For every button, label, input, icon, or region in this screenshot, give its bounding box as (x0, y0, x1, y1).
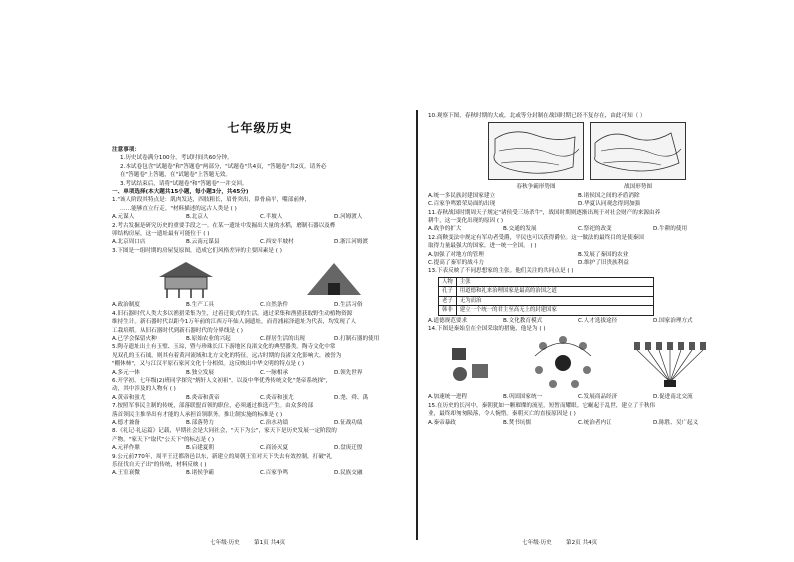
question-13-option-c[interactable]: C.人才选拔途径 (578, 317, 618, 324)
semi-subterranean-house-image (299, 259, 369, 299)
question-10 (428, 112, 728, 209)
instruction-line: 1.历史试卷满分100分，考试时间共60分钟。 (120, 155, 233, 162)
question-3 (112, 247, 408, 310)
question-3-option-a[interactable]: A.政治制度 (112, 302, 140, 309)
question-11-option-b[interactable]: B.交通的发展 (503, 226, 537, 233)
question-12-option-d[interactable]: D.维护了旧贵族利益 (578, 260, 629, 267)
question-5 (112, 343, 408, 377)
instruction-line: 注意事项： (112, 147, 140, 153)
house-images (112, 257, 408, 299)
question-3-option-c[interactable]: C.自然条件 (260, 302, 289, 309)
question-15-option-c[interactable]: C.统治者内讧 (578, 419, 612, 426)
question-10-option-c[interactable]: C.百家争鸣繁荣局面的出现 (428, 201, 496, 208)
question-5-stem: 5.陶寺遗址出土有玉璧、玉琮，暨与珍珠长江下游地区良渚文化的典型器类。陶寺文化中常 (112, 344, 336, 351)
question-4-stem: 维持生计。新石器时代以距今1万年前的江西万年仙人洞遗址，而青浦崧泽遗址为代表，均发现了人 (112, 319, 357, 326)
question-7-options (112, 419, 408, 427)
question-2-stem: 2.考古发掘是研究历史的重要手段之一。在某一遗址中发掘出大量的水稻，磨制石器以及榫 (112, 222, 336, 229)
question-8-option-a[interactable]: A.元祥作鼎 (112, 445, 140, 452)
question-8-options (112, 444, 408, 452)
instruction-line: 在"答题卷"上答题，在"试题卷"上答题无效。 (120, 172, 231, 179)
question-4 (112, 310, 408, 344)
table-row (439, 306, 654, 315)
question-8-stem: 8.《礼记·礼运篇》记载，早期社会是大同社会，"天下为公"，家天下是历史发展一定阶段的 (112, 428, 337, 435)
question-13-options (428, 317, 728, 325)
q1-options (112, 213, 408, 221)
question-12 (428, 234, 728, 268)
table-cell: 无为而治 (456, 296, 653, 305)
question-11-option-a[interactable]: A.战争的扩大 (428, 226, 462, 233)
question-6 (112, 377, 408, 402)
question-5-option-d[interactable]: D.领先世界 (334, 369, 363, 376)
question-14-option-c[interactable]: C.发展商品经济 (578, 394, 618, 401)
left-footer-page: 第1页 共4页 (253, 540, 286, 546)
question-14-options (428, 393, 728, 401)
question-11-option-c[interactable]: C.祭祀的改变 (578, 226, 612, 233)
question-6-option-d[interactable]: D.尧、舜、禹 (334, 394, 369, 401)
question-3-options (112, 301, 408, 309)
table-cell: 建立一个统一的君主至高无上的封建国家 (456, 306, 653, 315)
question-9-stem: 乐征伐自天子出"的传统，材料反映 ( ) (112, 462, 207, 468)
q1-option-d[interactable]: D.河姆渡人 (334, 214, 363, 221)
question-13-option-b[interactable]: B.文化教育模式 (503, 317, 543, 324)
question-7-option-a[interactable]: A.德才兼备 (112, 419, 140, 426)
question-10-option-a[interactable]: A.统一多民族封建国家建立 (428, 192, 496, 199)
spring-autumn-map (488, 122, 584, 180)
question-6-options (112, 394, 408, 402)
question-14 (428, 325, 728, 402)
question-5-option-b[interactable]: B.独立发展 (186, 369, 214, 376)
question-7-option-b[interactable]: B.部落势力 (186, 419, 214, 426)
instruction-line: 2.本试卷包含"试题卷"和"答题卷"两部分，"试题卷"共4页，"答题卷"共2页。请务必 (120, 163, 327, 170)
table-row (439, 287, 654, 296)
question-9 (112, 453, 408, 478)
question-2 (112, 222, 408, 247)
question-15 (428, 402, 728, 427)
question-12-option-a[interactable]: A.加强了对地方的管理 (428, 251, 484, 258)
question-12-stem: 取得力量最强大的国家，进一统一全国。 ( ) (428, 243, 537, 250)
question-12-option-b[interactable]: B.发展了秦国的农业 (578, 251, 629, 258)
question-7-stem: 落首领民主推举出有才能的人承担首领职务。推让制实施的标准是 ( ) (112, 411, 283, 418)
question-7-option-c[interactable]: C.治水功绩 (260, 419, 289, 426)
table-row (439, 296, 654, 305)
question-4-options (112, 335, 408, 343)
q1-option-a[interactable]: A.元谋人 (112, 214, 135, 221)
warring-states-map (590, 122, 686, 180)
question-14-option-b[interactable]: B.巩固国家统一 (503, 394, 543, 401)
question-7-stem: 7.按照军事民主制的传统，部落联盟首领的职位，必须通过推选产生。由众多的部 (112, 403, 314, 410)
question-15-option-b[interactable]: B.焚书坑儒 (503, 419, 531, 426)
instruction-line: 一、单项选择(本大题共15小题，每小题3分，共45分) (112, 189, 249, 196)
exam-title: 七年级历史 (227, 121, 293, 135)
question-11-stem: 耕牛，这一变化出现的原因 ( ) (428, 218, 504, 225)
question-6-option-c[interactable]: C.炎帝和蚩尤 (260, 394, 294, 401)
weights-measures-image (446, 338, 496, 388)
question-8-stem: 产物。"家天下"取代"公天下"的标志是 ( ) (112, 436, 215, 443)
question-3-stem: 3.下图是一组时期的房屋复原图，造成它们风格差异的主要因素是 ( ) (112, 247, 282, 254)
question-13-option-d[interactable]: D.国家治理方式 (653, 317, 693, 324)
coin-unification-image (531, 336, 595, 390)
question-6-stem: 6.开学初，七年级(2)班同学探究"炳轩人文初祖"，以及中华优秀传统文化"尧帝系统探"， (112, 377, 332, 384)
page-divider (416, 110, 418, 540)
question-8-option-c[interactable]: C.商汤灭夏 (260, 445, 289, 452)
question-7 (112, 402, 408, 427)
question-11-option-d[interactable]: D.牛耕的使用 (653, 226, 688, 233)
question-9-option-d[interactable]: D.民族交融 (334, 470, 363, 477)
question-7-option-d[interactable]: D.征战功绩 (334, 419, 363, 426)
table-cell: 人物 (439, 277, 457, 286)
question-10-stem: 10.观察下图，春秋时期的大或，北或等分封制在战国时期已经不复存在，由此可知（ ） (428, 113, 646, 119)
question-14-option-a[interactable]: A.加速统一进程 (428, 394, 468, 401)
question-4-option-b[interactable]: B.原始农业的兴起 (186, 335, 231, 342)
question-2-options (112, 238, 408, 246)
table-cell: 用道德和礼来治理国家是最高的治国之道 (456, 287, 653, 296)
right-footer-subject: 七年级·历史 (522, 540, 552, 546)
question-2-option-d[interactable]: D.浙江河姆渡 (334, 239, 369, 246)
question-3-option-b[interactable]: B.生产工具 (186, 302, 214, 309)
q1-option-b[interactable]: B.北京人 (186, 214, 209, 221)
question-6-option-a[interactable]: A.黄帝和蚩尤 (112, 394, 146, 401)
question-15-option-d[interactable]: D.陈胜、吴广起义 (653, 419, 699, 426)
question-4-stem: 4.旧石器时代人类大多以渔猎采集为生，过着迁徙式的生活。通过采集和渔猎获取野生动植物资源 (112, 310, 353, 317)
question-15-stem: 15.在历史的长河中，秦朝犹如一颗璀璨的流星，短暂而耀眼。它崛起于乱世，建立了千秋伟 (428, 402, 656, 409)
left-column (112, 146, 408, 478)
instructions-block (112, 146, 408, 213)
table-cell: 主张 (456, 277, 653, 286)
question-2-option-b[interactable]: B.云南元谋县 (186, 239, 220, 246)
question-5-option-c[interactable]: C.一脉相承 (260, 369, 289, 376)
table-cell: 老子 (439, 296, 457, 305)
map-caption: 春秋争霸形势图 (516, 184, 556, 191)
question-8-option-b[interactable]: B.启建夏朝 (186, 445, 214, 452)
question-6-stem: 动，其中涉及的人物有 ( ) (112, 386, 176, 393)
question-8 (112, 427, 408, 452)
left-footer-subject: 七年级·历史 (210, 540, 240, 546)
question-5-options (112, 369, 408, 377)
table-cell: 孔子 (439, 287, 457, 296)
instruction-line: 1."该人阶段其特点是：肌肉发达，四肢粗长，眉骨突出，鼻骨扁平，嘴部前伸， (112, 197, 311, 204)
question-12-options (428, 251, 728, 268)
table-row (439, 277, 654, 286)
question-13-stem: 13.下表反映了不同思想家的主张。他们关注的共同点是 ( ) (428, 268, 574, 275)
script-unification-image (630, 338, 710, 388)
question-15-stem: 业，最终却匆匆陨落，令人惋惜。秦朝灭亡的直接原因是 ( ) (428, 411, 576, 418)
question-5-stem: "棚休柿"，又与江汉平原石家河文化十分相似。这反映出中华文明的特点是 ( ) (112, 361, 305, 368)
map-caption: 战国形势图 (624, 184, 652, 191)
question-4-option-a[interactable]: A.已学会保留火种 (112, 335, 157, 342)
question-2-stem: 卯结构房屋，这一遗址最有可能位于 ( ) (112, 231, 210, 238)
q1-option-c[interactable]: C.半坡人 (260, 214, 283, 221)
thinkers-table (438, 277, 654, 316)
question-6-option-b[interactable]: B.炎帝和黄帝 (186, 394, 220, 401)
left-footer (210, 538, 285, 546)
question-13 (428, 267, 728, 324)
right-footer (522, 538, 597, 546)
question-12-stem: 12.商鞅变法中规定有军功者受爵，平民也可以获得爵位。这一做法的最终目的是使秦国 (428, 234, 644, 241)
question-9-option-a[interactable]: A.王室衰微 (112, 470, 140, 477)
qin-measures-images (428, 335, 728, 391)
question-15-options (428, 419, 728, 427)
question-4-stem: 工栽培稻。从旧石器时代到新石器时代的分界线是 ( ) (112, 327, 243, 334)
right-footer-page: 第2页 共4页 (565, 540, 598, 546)
question-9-stem: 9.公元前770年，周平王迁都洛邑以东，新建立的周朝王室对天下失去有效控制，打破"礼 (112, 453, 332, 460)
question-2-option-c[interactable]: C.西安半坡村 (260, 239, 294, 246)
question-14-stem: 14.下图是秦始皇在全国采取的措施，他是为 ( ) (428, 325, 546, 332)
right-column (428, 112, 728, 427)
stilt-house-image (151, 259, 221, 299)
question-2-option-a[interactable]: A.北京周口店 (112, 239, 146, 246)
question-9-option-c[interactable]: C.百家争鸣 (260, 470, 289, 477)
question-12-option-c[interactable]: C.提高了秦军的战斗力 (428, 260, 485, 267)
question-11 (428, 209, 728, 234)
question-11-options (428, 225, 728, 233)
question-9-option-b[interactable]: B.诸侯争霸 (186, 470, 214, 477)
question-10-options (428, 192, 728, 209)
instruction-line: ……能够直立行走。"材料描述的远古人类是 ( ) (120, 205, 237, 212)
question-4-option-c[interactable]: C.群居生活的出现 (260, 335, 305, 342)
question-14-option-d[interactable]: D.促进南北交流 (653, 394, 693, 401)
question-9-options (112, 469, 408, 477)
table-cell: 韩非 (439, 306, 457, 315)
question-8-option-d[interactable]: D.盘庚迁殷 (334, 445, 363, 452)
instruction-line: 3.考试结束后，请将"试题卷"和"答题卷"一并交回。 (120, 180, 248, 187)
question-10-option-b[interactable]: B.诸侯国之间的矛盾消除 (578, 192, 640, 199)
question-11-stem: 11.春秋战国时期周天子规定"诸侯受三场杀牛"，战国时期则逐渐出现于对社会财产的来源由养 (428, 209, 661, 216)
question-3-option-d[interactable]: D.生活习俗 (334, 302, 363, 309)
question-4-option-d[interactable]: D.打制石器的使用 (334, 335, 380, 342)
question-13-option-a[interactable]: A.道德规范要求 (428, 317, 468, 324)
question-10-option-d[interactable]: D.华夏认同观念得到加强 (578, 201, 641, 208)
question-5-option-a[interactable]: A.多元一体 (112, 369, 140, 376)
map-images (488, 122, 728, 182)
question-15-option-a[interactable]: A.秦帝暴政 (428, 419, 456, 426)
question-5-stem: 见双孔的玉石钺，则其有着黄河流域和北方文化的特征。远古时期的良渚文化影响大，被誉为 (112, 352, 342, 359)
